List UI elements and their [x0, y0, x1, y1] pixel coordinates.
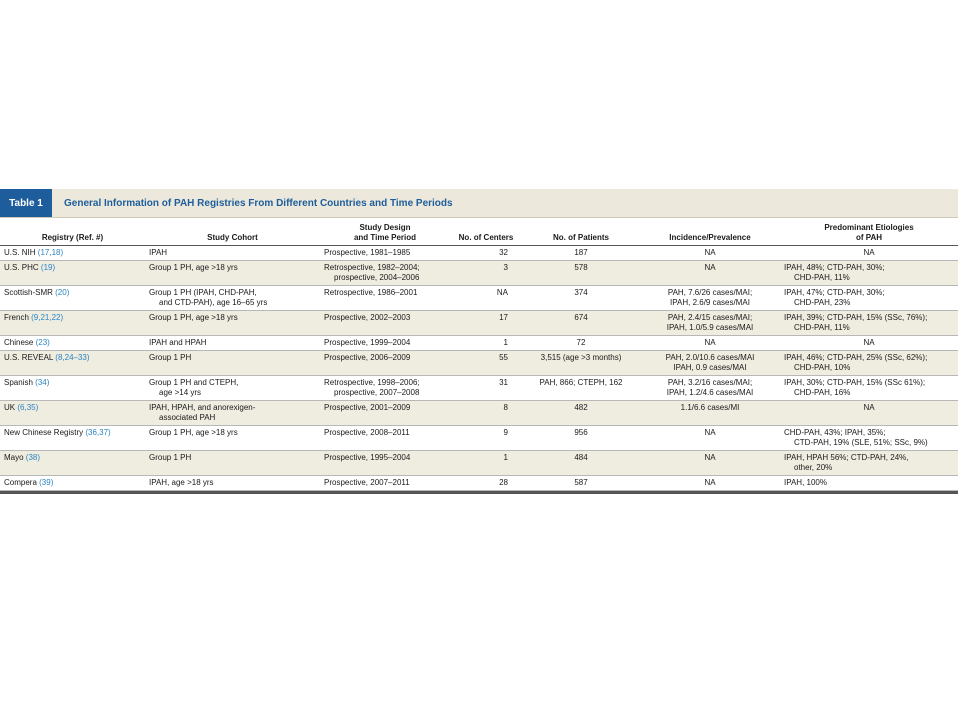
cell-text: other, 20%: [794, 463, 833, 472]
cell-text: IPAH, 46%; CTD-PAH, 25% (SSc, 62%);: [784, 353, 928, 362]
table-title-bar: [0, 189, 958, 218]
cell-text: Prospective, 2006–2009: [324, 353, 411, 362]
reference-link[interactable]: (17,18): [37, 248, 64, 257]
incidence-cell: [640, 261, 780, 286]
cell-text: Prospective, 1999–2004: [324, 338, 411, 347]
cell-text: prospective, 2007–2008: [334, 388, 420, 397]
cell-text: PAH, 2.0/10.6 cases/MAI: [665, 353, 755, 362]
design-cell: [320, 476, 450, 491]
cell-text: NA: [863, 248, 875, 257]
cohort-cell: [145, 376, 320, 401]
column-header-text: Registry (Ref. #): [41, 233, 104, 242]
centers-cell: 1: [503, 453, 508, 462]
design-cell: [320, 426, 450, 451]
etiologies-cell: [780, 451, 958, 476]
design-cell: [320, 351, 450, 376]
table-row: [0, 311, 958, 336]
centers-cell: 32: [499, 248, 508, 257]
centers-cell: 8: [503, 403, 508, 412]
registry-cell: [0, 451, 145, 476]
table-row: [0, 261, 958, 286]
cell-text: age >14 yrs: [159, 388, 202, 397]
column-header: [450, 218, 522, 246]
cohort-cell: [145, 261, 320, 286]
centers-cell: 17: [499, 313, 508, 322]
cohort-cell: [145, 426, 320, 451]
registry-name: Chinese: [4, 338, 34, 347]
reference-link[interactable]: (23): [35, 338, 50, 347]
registry-cell: [0, 246, 145, 261]
cell-text: Prospective, 2007–2011: [324, 478, 410, 487]
cell-text: NA: [704, 338, 716, 347]
etiologies-cell: [780, 476, 958, 491]
registry-name: Compera: [4, 478, 37, 487]
registry-cell: [0, 376, 145, 401]
column-header: [320, 218, 450, 246]
cell-text: CHD-PAH, 10%: [794, 363, 851, 372]
cell-text: Group 1 PH, age >18 yrs: [149, 263, 238, 272]
etiologies-cell: [780, 246, 958, 261]
table-title: General Information of PAH Registries From Different Countries and Time Periods: [64, 197, 453, 209]
incidence-cell: [640, 351, 780, 376]
patients-cell: 72: [576, 338, 586, 347]
etiologies-cell: [780, 286, 958, 311]
reference-link[interactable]: (8,24–33): [55, 353, 90, 362]
patients-cell: 956: [574, 428, 588, 437]
design-cell: [320, 311, 450, 336]
incidence-cell: [640, 426, 780, 451]
incidence-cell: [640, 401, 780, 426]
registry-cell: [0, 351, 145, 376]
cell-text: CHD-PAH, 11%: [794, 273, 850, 282]
cell-text: NA: [863, 403, 875, 412]
registry-name: French: [4, 313, 29, 322]
cell-text: CHD-PAH, 43%; IPAH, 35%;: [784, 428, 886, 437]
design-cell: [320, 286, 450, 311]
design-cell: [320, 261, 450, 286]
cell-text: PAH, 2.4/15 cases/MAI;: [667, 313, 753, 322]
cell-text: prospective, 2004–2006: [334, 273, 420, 282]
cell-text: IPAH, 2.6/9 cases/MAI: [670, 298, 750, 307]
cell-text: Prospective, 2002–2003: [324, 313, 411, 322]
patients-cell: 587: [574, 478, 588, 487]
registry-cell: [0, 401, 145, 426]
centers-cell: NA: [496, 288, 508, 297]
registry-name: New Chinese Registry: [4, 428, 84, 437]
design-cell: [320, 336, 450, 351]
cohort-cell: [145, 286, 320, 311]
cell-text: Group 1 PH: [149, 453, 192, 462]
column-header-text: No. of Centers: [458, 233, 514, 242]
registry-cell: [0, 311, 145, 336]
incidence-cell: [640, 246, 780, 261]
cell-text: Retrospective, 1986–2001: [324, 288, 418, 297]
table-row: [0, 426, 958, 451]
table-body: [0, 246, 958, 491]
etiologies-cell: [780, 426, 958, 451]
column-header: [145, 218, 320, 246]
reference-link[interactable]: (38): [25, 453, 41, 462]
cell-text: IPAH: [149, 248, 168, 257]
registry-cell: [0, 476, 145, 491]
cohort-cell: [145, 246, 320, 261]
reference-link[interactable]: (36,37): [85, 428, 111, 437]
table-row: [0, 451, 958, 476]
registry-cell: [0, 336, 145, 351]
cohort-cell: [145, 451, 320, 476]
cell-text: Group 1 PH (IPAH, CHD-PAH,: [149, 288, 257, 297]
centers-cell: 28: [499, 478, 508, 487]
cell-text: Prospective, 2008–2011: [324, 428, 410, 437]
incidence-cell: [640, 311, 780, 336]
patients-cell: 3,515 (age >3 months): [540, 353, 622, 362]
centers-cell: 3: [503, 263, 508, 272]
table-row: [0, 401, 958, 426]
cell-text: IPAH, 100%: [784, 478, 827, 487]
registry-name: U.S. NIH: [4, 248, 36, 257]
table-bottom-rule: [0, 491, 958, 494]
cell-text: 1.1/6.6 cases/MI: [680, 403, 740, 412]
centers-cell: 31: [499, 378, 508, 387]
incidence-cell: [640, 476, 780, 491]
etiologies-cell: [780, 336, 958, 351]
patients-cell: 674: [574, 313, 588, 322]
reference-link[interactable]: (20): [55, 288, 70, 297]
cell-text: Group 1 PH and CTEPH,: [149, 378, 239, 387]
column-header-text: Study Cohort: [207, 233, 258, 242]
design-cell: [320, 451, 450, 476]
design-cell: [320, 246, 450, 261]
patients-cell: 482: [574, 403, 588, 412]
centers-cell: 55: [499, 353, 508, 362]
registry-name: Scottish-SMR: [4, 288, 53, 297]
table-badge: Table 1: [0, 189, 52, 217]
cell-text: IPAH, 48%; CTD-PAH, 30%;: [784, 263, 885, 272]
cell-text: NA: [704, 478, 716, 487]
etiologies-cell: [780, 351, 958, 376]
cohort-cell: [145, 351, 320, 376]
registry-cell: [0, 261, 145, 286]
cell-text: IPAH, HPAH 56%; CTD-PAH, 24%,: [784, 453, 909, 462]
design-cell: [320, 401, 450, 426]
column-header: [780, 218, 958, 246]
cell-text: and CTD-PAH), age 16–65 yrs: [159, 298, 268, 307]
cell-text: IPAH and HPAH: [149, 338, 207, 347]
cell-text: associated PAH: [159, 413, 216, 422]
cell-text: NA: [704, 263, 716, 272]
cell-text: CHD-PAH, 11%: [794, 323, 850, 332]
cell-text: IPAH, 1.0/5.9 cases/MAI: [666, 323, 754, 332]
table-row: [0, 351, 958, 376]
table-row: [0, 336, 958, 351]
design-cell: [320, 376, 450, 401]
cell-text: NA: [863, 338, 875, 347]
cell-text: NA: [704, 428, 716, 437]
cell-text: IPAH, 39%; CTD-PAH, 15% (SSc, 76%);: [784, 313, 928, 322]
reference-link[interactable]: (6,35): [17, 403, 39, 412]
reference-link[interactable]: (39): [39, 478, 54, 487]
column-header-text: Study Design: [359, 223, 411, 232]
cell-text: IPAH, 0.9 cases/MAI: [673, 363, 747, 372]
etiologies-cell: [780, 261, 958, 286]
registry-name: Mayo: [4, 453, 24, 462]
reference-link[interactable]: (9,21,22): [31, 313, 64, 322]
patients-cell: 484: [574, 453, 588, 462]
column-header: [522, 218, 640, 246]
etiologies-cell: [780, 376, 958, 401]
cohort-cell: [145, 336, 320, 351]
cell-text: Prospective, 2001–2009: [324, 403, 411, 412]
cell-text: NA: [704, 453, 716, 462]
cell-text: Group 1 PH, age >18 yrs: [149, 313, 238, 322]
centers-cell: 9: [503, 428, 508, 437]
column-header: [0, 218, 145, 246]
table-row: [0, 376, 958, 401]
registry-cell: [0, 426, 145, 451]
cell-text: CHD-PAH, 16%: [794, 388, 851, 397]
cell-text: Group 1 PH: [149, 353, 192, 362]
registry-name: U.S. REVEAL: [4, 353, 54, 362]
column-header-text: and Time Period: [353, 233, 417, 242]
patients-cell: 187: [574, 248, 588, 257]
cell-text: IPAH, 47%; CTD-PAH, 30%;: [784, 288, 885, 297]
cohort-cell: [145, 311, 320, 336]
header-row: [0, 218, 958, 246]
cell-text: IPAH, 30%; CTD-PAH, 15% (SSc 61%);: [784, 378, 926, 387]
reference-link[interactable]: (34): [35, 378, 50, 387]
cell-text: PAH, 3.2/16 cases/MAI;: [667, 378, 753, 387]
patients-cell: 374: [574, 288, 588, 297]
column-header-text: of PAH: [855, 233, 883, 242]
registry-name: Spanish: [4, 378, 33, 387]
cell-text: PAH, 7.6/26 cases/MAI;: [667, 288, 753, 297]
cell-text: Group 1 PH, age >18 yrs: [149, 428, 238, 437]
cell-text: Retrospective, 1998–2006;: [324, 378, 420, 387]
table-row: [0, 246, 958, 261]
patients-cell: PAH, 866; CTEPH, 162: [539, 378, 623, 387]
column-header-text: No. of Patients: [552, 233, 609, 242]
cohort-cell: [145, 401, 320, 426]
column-header: [640, 218, 780, 246]
cell-text: IPAH, 1.2/4.6 cases/MAI: [666, 388, 754, 397]
reference-link[interactable]: (19): [40, 263, 56, 272]
cell-text: Prospective, 1995–2004: [324, 453, 411, 462]
registry-name: U.S. PHC: [4, 263, 39, 272]
column-header-text: Predominant Etiologies: [824, 223, 914, 232]
cell-text: Prospective, 1981–1985: [324, 248, 411, 257]
cell-text: IPAH, age >18 yrs: [149, 478, 214, 487]
incidence-cell: [640, 451, 780, 476]
incidence-cell: [640, 286, 780, 311]
cell-text: CTD-PAH, 19% (SLE, 51%; SSc, 9%): [794, 438, 928, 447]
data-table: [0, 218, 958, 491]
incidence-cell: [640, 336, 780, 351]
cohort-cell: [145, 476, 320, 491]
table-row: [0, 476, 958, 491]
incidence-cell: [640, 376, 780, 401]
cell-text: NA: [704, 248, 716, 257]
cell-text: IPAH, HPAH, and anorexigen-: [149, 403, 256, 412]
centers-cell: 1: [503, 338, 508, 347]
registry-name: UK: [4, 403, 16, 412]
column-header-text: Incidence/Prevalence: [669, 233, 751, 242]
cell-text: CHD-PAH, 23%: [794, 298, 851, 307]
registry-cell: [0, 286, 145, 311]
table-row: [0, 286, 958, 311]
etiologies-cell: [780, 401, 958, 426]
patients-cell: 578: [574, 263, 588, 272]
cell-text: Retrospective, 1982–2004;: [324, 263, 420, 272]
etiologies-cell: [780, 311, 958, 336]
registry-table: [0, 189, 958, 494]
